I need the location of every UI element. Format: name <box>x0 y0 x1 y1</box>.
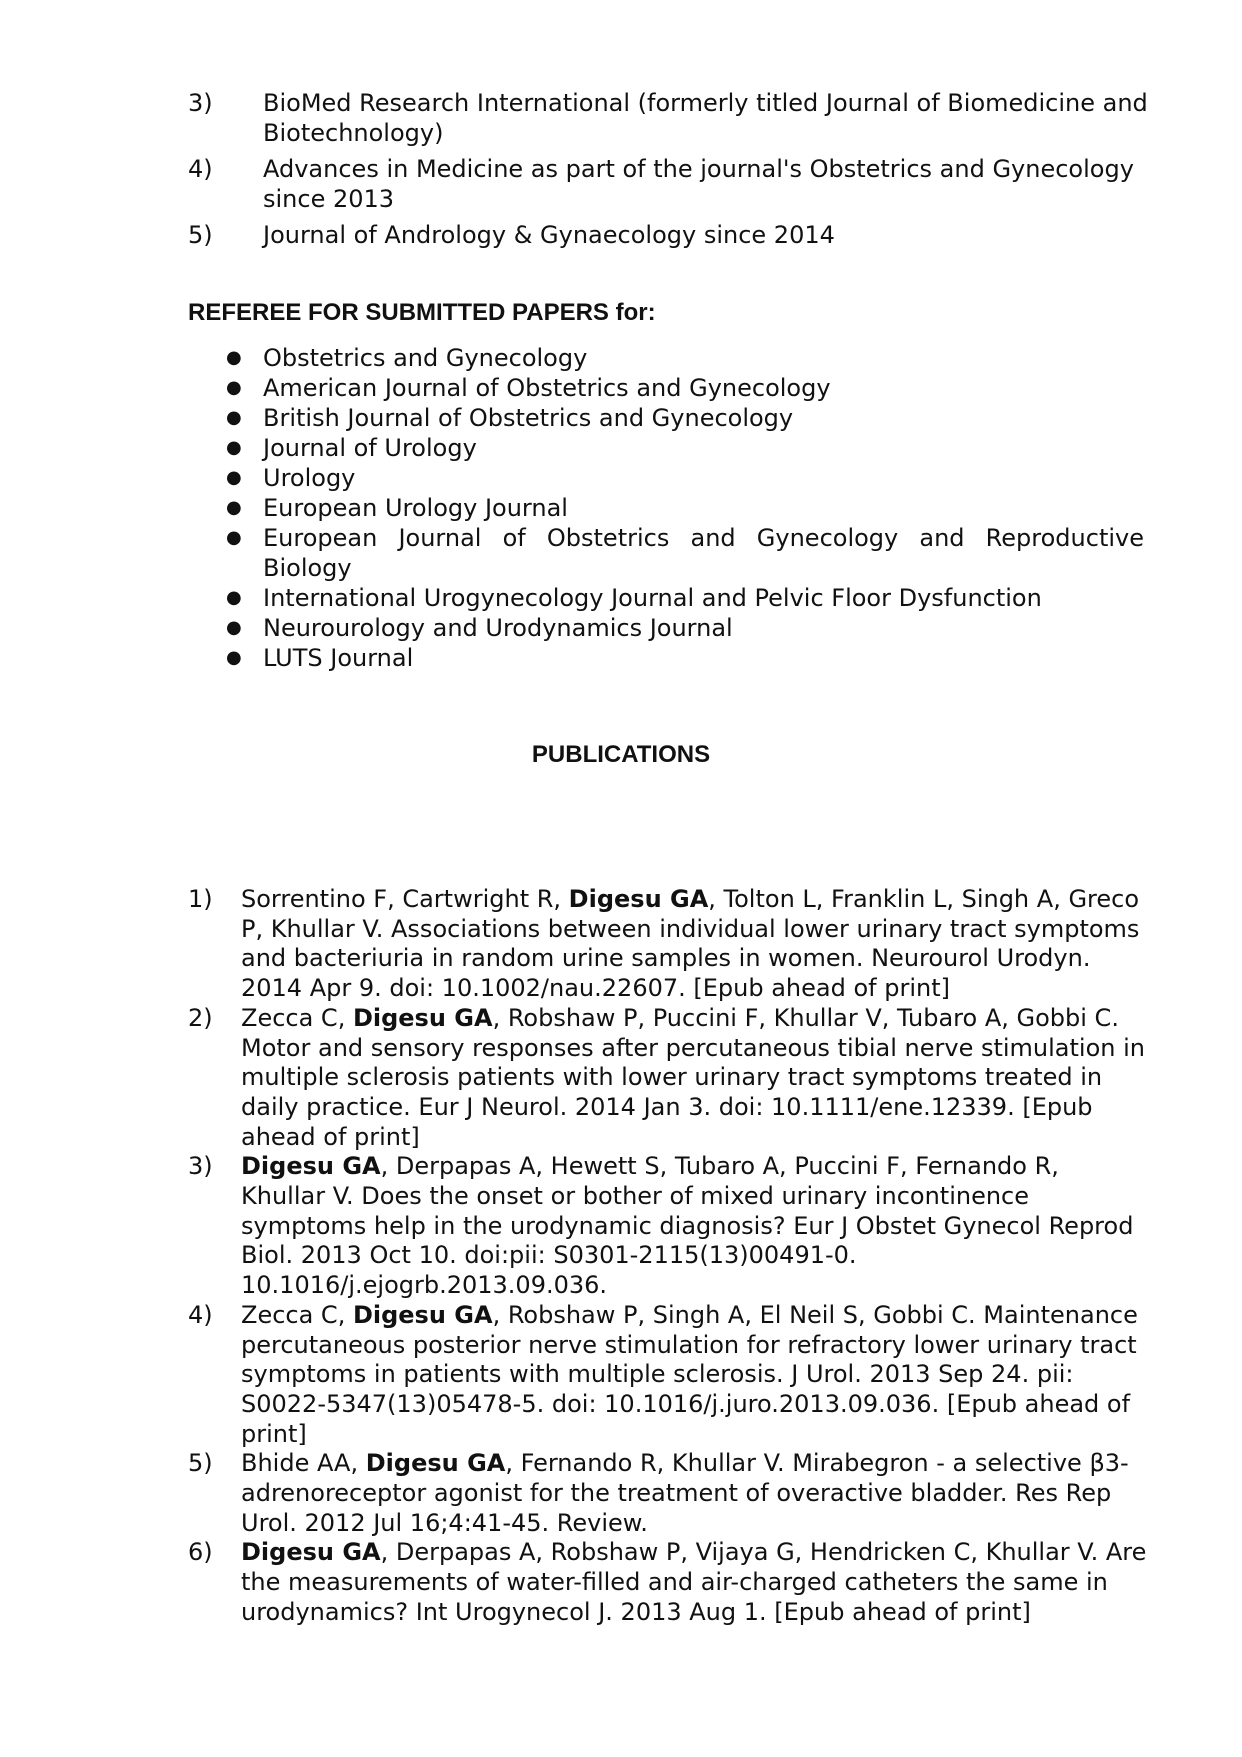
journal-list-item <box>188 154 1148 214</box>
referee-list-item <box>220 643 1144 673</box>
publication-item <box>188 1449 1150 1538</box>
referee-journal: American Journal of Obstetrics and Gynecology <box>263 374 831 402</box>
referee-journal: International Urogynecology Journal and Pelvic Floor Dysfunction <box>263 584 1042 612</box>
list-text: Journal of Andrology & Gynaecology since 2014 <box>263 221 835 249</box>
publication-authors-pre: Sorrentino F, Cartwright R, <box>241 885 569 913</box>
publication-citation: , Derpapas A, Hewett S, Tubaro A, Puccini F, Fernando R, Khullar V. Does the onset or bother of mixed urinary incontinence symptoms help in the urodynamic diagnosis? Eur J Obstet Gynecol Reprod Biol. 2013 Oct 10. doi:pii: S0301-2115(13)00491-0. 10.1016/j.ejogrb.2013.09.036. <box>241 1152 1134 1300</box>
publication-authors-pre: Bhide AA, <box>241 1449 366 1478</box>
referee-list-item <box>220 463 1144 493</box>
journal-list <box>188 88 1148 256</box>
referee-heading: REFEREE FOR SUBMITTED PAPERS for: <box>188 299 656 326</box>
publication-number: 4) <box>188 1300 213 1329</box>
publication-number: 3) <box>188 1152 213 1181</box>
publication-number: 1) <box>188 885 213 913</box>
referee-list-item <box>220 493 1144 523</box>
publication-authors-pre: Zecca C, <box>241 1300 353 1329</box>
referee-list-item <box>220 373 1144 403</box>
referee-list-item <box>220 403 1144 433</box>
referee-journal: European Urology Journal <box>263 494 568 522</box>
highlighted-author: Digesu GA <box>241 1538 381 1567</box>
publication-number: 2) <box>188 1003 213 1032</box>
bullet-icon: ● <box>226 617 242 638</box>
referee-list-item <box>220 613 1144 643</box>
referee-list-item <box>220 523 1144 583</box>
publication-number: 6) <box>188 1538 213 1567</box>
highlighted-author: Digesu GA <box>241 1152 381 1181</box>
bullet-icon: ● <box>226 497 242 518</box>
list-number: 5) <box>188 221 213 249</box>
journal-list-item <box>188 88 1148 148</box>
publication-citation: , Tolton L, Franklin L, Singh A, Greco P, Khullar V. Associations between individual lower urinary tract symptoms and bacteriuria in random urine samples in women. Neurourol Urodyn. 2014 Apr 9. doi: 10.1002/nau.22607. [Epub ahead of print] <box>241 885 1140 1003</box>
highlighted-author: Digesu GA <box>568 885 709 913</box>
highlighted-author: Digesu GA <box>365 1449 506 1478</box>
publication-number: 5) <box>188 1449 213 1478</box>
highlighted-author: Digesu GA <box>352 1003 493 1032</box>
bullet-icon: ● <box>226 647 242 668</box>
bullet-icon: ● <box>226 407 242 428</box>
journal-list-item <box>188 220 1148 250</box>
list-text: Advances in Medicine as part of the journal's Obstetrics and Gynecology since 2013 <box>263 155 1134 213</box>
referee-journal: Neurourology and Urodynamics Journal <box>263 614 733 642</box>
list-text: BioMed Research International (formerly titled Journal of Biomedicine and Biotechnology) <box>263 89 1148 147</box>
referee-journal: Obstetrics and Gynecology <box>263 344 588 372</box>
referee-list <box>220 343 1144 673</box>
highlighted-author: Digesu GA <box>352 1300 493 1329</box>
referee-list-item <box>220 343 1144 373</box>
bullet-icon: ● <box>226 347 242 368</box>
publication-citation: , Fernando R, Khullar V. Mirabegron - a selective β3-adrenoreceptor agonist for the treatment of overactive bladder. Res Rep Urol. 2012 Jul 16;4:41-45. Review. <box>241 1449 1129 1537</box>
publication-citation: , Robshaw P, Singh A, El Neil S, Gobbi C. Maintenance percutaneous posterior nerve stimulation for refractory lower urinary tract symptoms in patients with multiple sclerosis. J Urol. 2013 Sep 24. pii: S0022-5347(13)05478-5. doi: 10.1016/j.juro.2013.09.036. [Epub ahead of print] <box>241 1300 1138 1448</box>
referee-journal: British Journal of Obstetrics and Gynecology <box>263 404 794 432</box>
referee-journal: LUTS Journal <box>263 644 414 672</box>
referee-list-item <box>220 583 1144 613</box>
publication-item <box>188 1152 1150 1301</box>
publication-item <box>188 885 1150 1004</box>
publication-item <box>188 1538 1150 1627</box>
publication-item <box>188 1301 1150 1450</box>
publication-citation: , Derpapas A, Robshaw P, Vijaya G, Hendricken C, Khullar V. Are the measurements of water-filled and air-charged catheters the same in urodynamics? Int Urogynecol J. 2013 Aug 1. [Epub ahead of print] <box>241 1538 1147 1626</box>
referee-journal: Journal of Urology <box>263 434 477 462</box>
publication-citation: , Robshaw P, Puccini F, Khullar V, Tubaro A, Gobbi C. Motor and sensory responses after percutaneous tibial nerve stimulation in multiple sclerosis patients with lower urinary tract symptoms treated in daily practice. Eur J Neurol. 2014 Jan 3. doi: 10.1111/ene.12339. [Epub ahead of print] <box>241 1003 1145 1151</box>
publications-title: PUBLICATIONS <box>531 741 711 768</box>
publication-item <box>188 1004 1150 1153</box>
list-number: 3) <box>188 89 213 117</box>
publications-list <box>188 885 1150 1628</box>
list-number: 4) <box>188 155 213 183</box>
referee-list-item <box>220 433 1144 463</box>
referee-journal: Urology <box>263 464 356 492</box>
referee-journal: European Journal of Obstetrics and Gynecology and Reproductive Biology <box>263 524 1144 582</box>
bullet-icon: ● <box>226 587 242 608</box>
bullet-icon: ● <box>226 377 242 398</box>
bullet-icon: ● <box>226 527 242 548</box>
publication-authors-pre: Zecca C, <box>241 1003 353 1032</box>
bullet-icon: ● <box>226 467 242 488</box>
bullet-icon: ● <box>226 437 242 458</box>
